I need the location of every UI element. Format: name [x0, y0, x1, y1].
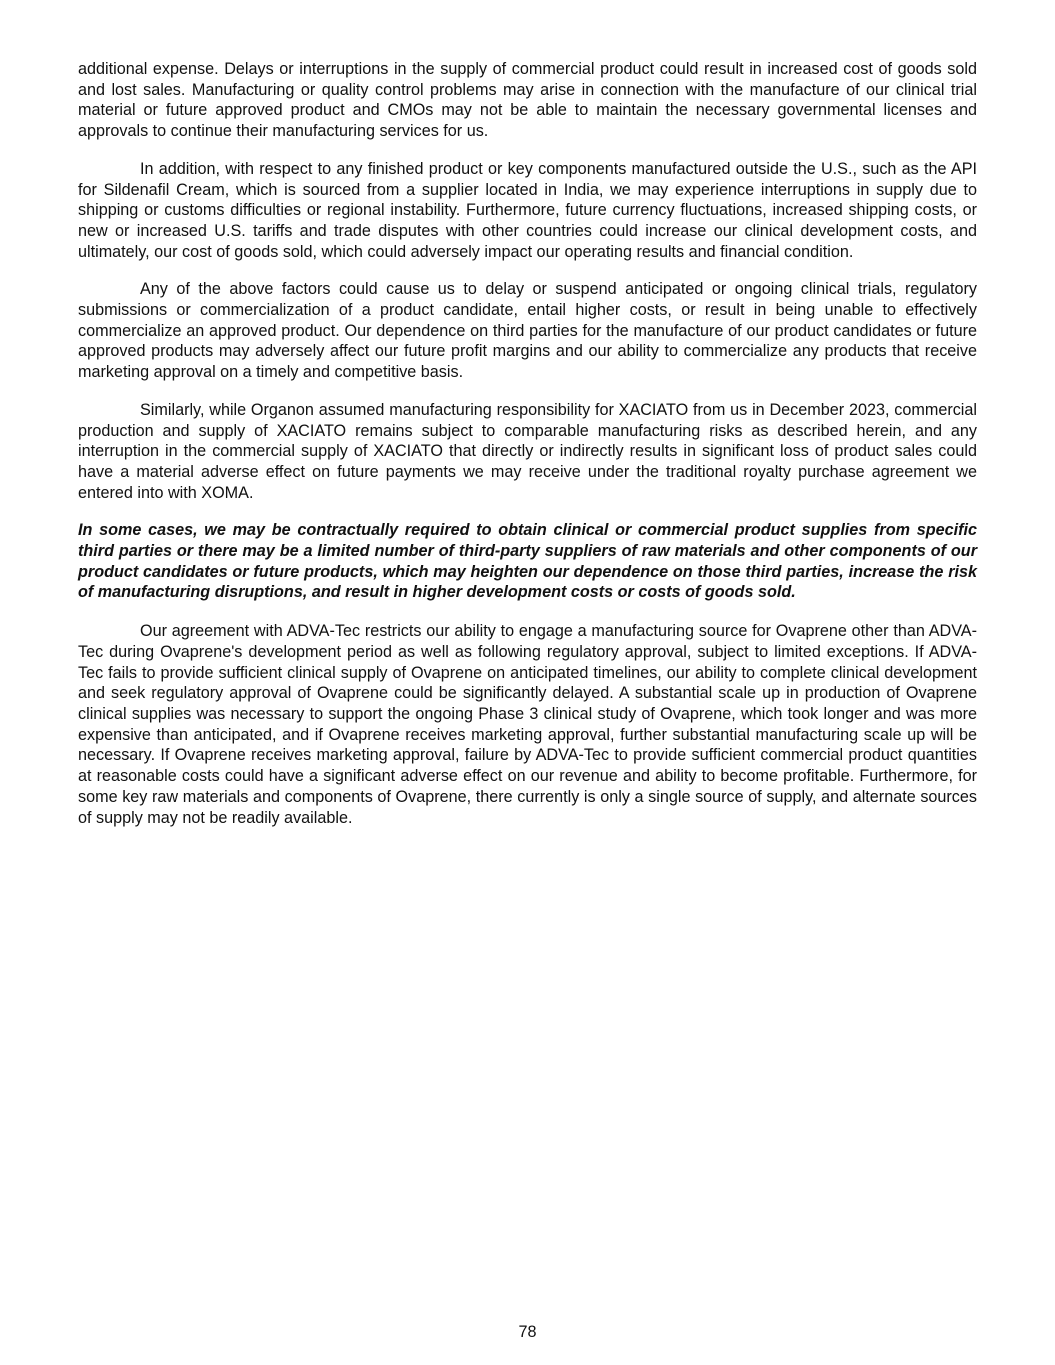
paragraph-above-factors: Any of the above factors could cause us to delay or suspend anticipated or ongoing clinical trials, regulatory submissions or commercialization of a product candidate, entail higher costs, or result in being unable to effectively commercialize an approved product. Our dependence on third parties for the manufacture of our product candidates or future approved products may adversely affect our future profit margins and our ability to commercialize any products that receive marketing approval on a timely and competitive basis.: [78, 280, 977, 382]
paragraph-additional-expense: additional expense. Delays or interruptions in the supply of commercial product could result in increased cost of goods sold and lost sales. Manufacturing or quality control problems may arise in connection with the manufacture of our clinical trial material or future approved product and CMOs may not be able to maintain the necessary governmental licenses and approvals to continue their manufacturing services for us.: [78, 60, 977, 141]
paragraph-foreign-supply: In addition, with respect to any finished product or key components manufactured outside the U.S., such as the API for Sildenafil Cream, which is sourced from a supplier located in India, we may experience interruptions in supply due to shipping or customs difficulties or regional instability. Furthermore, future currency fluctuations, increased shipping costs, or new or increased U.S. tariffs and trade disputes with other countries could increase our clinical development costs, and ultimately, our cost of goods sold, which could adversely impact our operating results and financial condition.: [78, 159, 977, 261]
document-body: [78, 59, 977, 845]
paragraph-adva-tec-agreement: Our agreement with ADVA-Tec restricts our ability to engage a manufacturing source for Ovaprene other than ADVA-Tec during Ovaprene's development period as well as following regulatory approval, subject to limited exceptions. If ADVA-Tec fails to provide sufficient clinical supply of Ovaprene on anticipated timelines, our ability to complete clinical development and seek regulatory approval of Ovaprene could be significantly delayed. A substantial scale up in production of Ovaprene clinical supplies was necessary to support the ongoing Phase 3 clinical study of Ovaprene, which took longer and was more expensive than anticipated, and if Ovaprene receives marketing approval, further substantial manufacturing scale up will be necessary. If Ovaprene receives marketing approval, failure by ADVA-Tec to provide sufficient commercial product quantities at reasonable costs could have a significant adverse effect on our revenue and ability to become profitable. Furthermore, for some key raw materials and components of Ovaprene, there currently is only a single source of supply, and alternate sources of supply may not be readily available.: [78, 622, 977, 827]
risk-factor-heading: In some cases, we may be contractually required to obtain clinical or commercial product supplies from specific third parties or there may be a limited number of third-party suppliers of raw materials and other components of our product candidates or future products, which may heighten our dependence on those third parties, increase the risk of manufacturing disruptions, and result in higher development costs or costs of goods sold.: [78, 521, 977, 602]
paragraph-organon-xaciato: Similarly, while Organon assumed manufacturing responsibility for XACIATO from us in December 2023, commercial production and supply of XACIATO remains subject to comparable manufacturing risks as described herein, and any interruption in the commercial supply of XACIATO that directly or indirectly results in significant loss of product sales could have a material adverse effect on future payments we may receive under the traditional royalty purchase agreement we entered into with XOMA.: [78, 400, 977, 502]
page-number: 78: [518, 1323, 537, 1341]
